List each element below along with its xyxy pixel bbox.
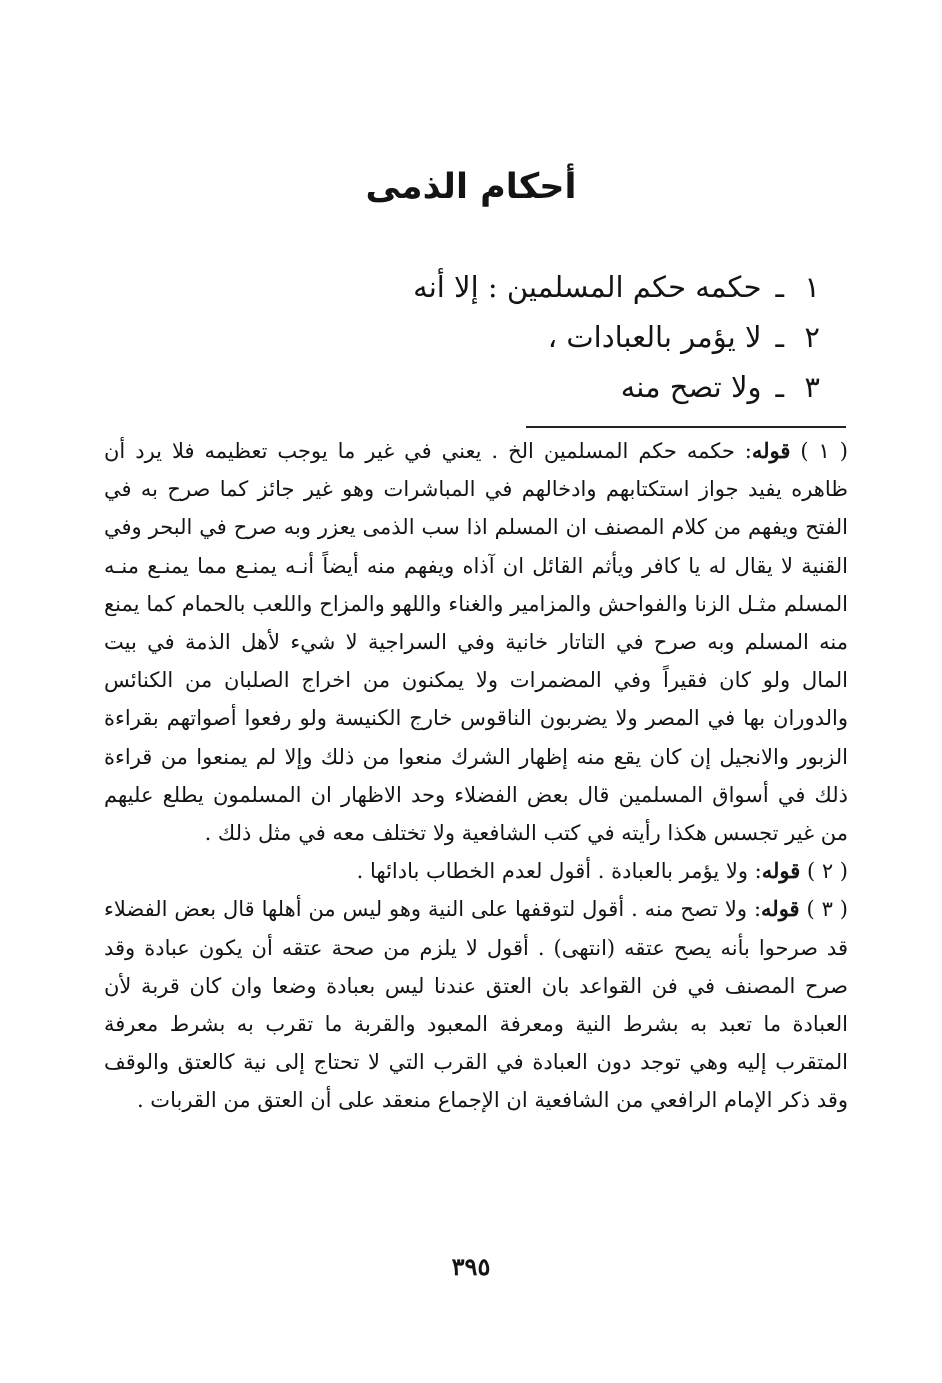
footnote [104,890,848,1119]
main-line [260,362,820,412]
dash-separator: ـ [775,320,784,354]
chapter-title: أحكام الذمى [365,167,577,207]
footnote-number: ( ١ ) [800,439,848,463]
line-number: ١ [804,270,820,304]
footnote [104,852,848,890]
footnote-heading: قوله [761,896,800,922]
page-number: ٣٩٥ [451,1252,491,1281]
footnote-heading: قوله [751,438,791,463]
line-text: ولا تصح منه [620,370,762,404]
footnote-text: : ولا يؤمر بالعبادة . أقول لعدم الخطاب بادائها . [356,859,762,884]
dash-separator: ـ [775,270,784,304]
footnotes [104,432,848,1120]
dash-separator: ـ [775,370,784,404]
footnote-number: ( ٣ ) [806,897,848,922]
line-number: ٢ [804,320,820,354]
main-text [260,262,820,412]
footnote-divider [526,426,846,428]
footnote [104,432,848,852]
footnote-text: : حكمه حكم المسلمين الخ . يعني في غير ما يوجب تعظيمه فلا يرد أن ظاهره يفيد جواز استكتابهم وادخالهم في المباشرات وهو غير جائز كما صرح به في الفتح ويفهم من كلام المصنف ان المسلم اذا سب الذمى يعزر وبه صرح في البحر وفي القنية لا يقال له يا كافر ويأثم القائل ان آذاه ويفهم منه أيضاً أنـه يمنـع مما يمنـع منـه المسلم مثـل الزنا والفواحش والمزامير والغناء واللهو والمزاح واللعب بالحمام كما يمنع منه المسلم وبه صرح في التاتار خانية وفي السراجية لا شيء لأهل الذمة في بيت المال ولو كان فقيراً وفي المضمرات ولا يمكنون من اخراج الصلبان من الكنائس والدوران بها في المصر ولا يضربون الناقوس خارج الكنيسة ولو رفعوا أصواتهم بقراءة الزبور والانجيل إن كان يقع منه إظهار الشرك منعوا من ذلك وإلا لم يمنعوا من قراءة ذلك في أسواق المسلمين قال بعض الفضلاء وحد الاظهار ان المسلمون يطلع عليهم من غير تجسس هكذا رأيته في كتب الشافعية ولا تختلف معه في مثل ذلك . [104,439,848,846]
line-text: حكمه حكم المسلمين : إلا أنه [413,270,762,304]
line-number: ٣ [804,370,820,404]
line-text: لا يؤمر بالعبادات ، [547,320,762,354]
footnote-heading: قوله [761,858,801,884]
main-line [260,262,820,312]
footnote-text: : ولا تصح منه . أقول لتوقفها على النية وهو ليس من أهلها قال بعض الفضلاء قد صرحوا بأنه يصح عتقه (انتهى) . أقول لا يلزم من صحة عتقه أن يكون عبادة وقد صرح المصنف في فن القواعد بان العتق عندنا ليس بعبادة وضعا وان كان قربة لأن العبادة ما تعبد به بشرط النية ومعرفة المعبود والقربة ما تقرب به بشرط معرفة المتقرب إليه وهي توجد دون العبادة في القرب التي لا تحتاج إلى نية كالعتق والوقف وقد ذكر الإمام الرافعي من الشافعية ان الإجماع منعقد على أن العتق من القربات . [104,897,848,1113]
footnote-number: ( ٢ ) [806,859,848,884]
main-line [260,312,820,362]
